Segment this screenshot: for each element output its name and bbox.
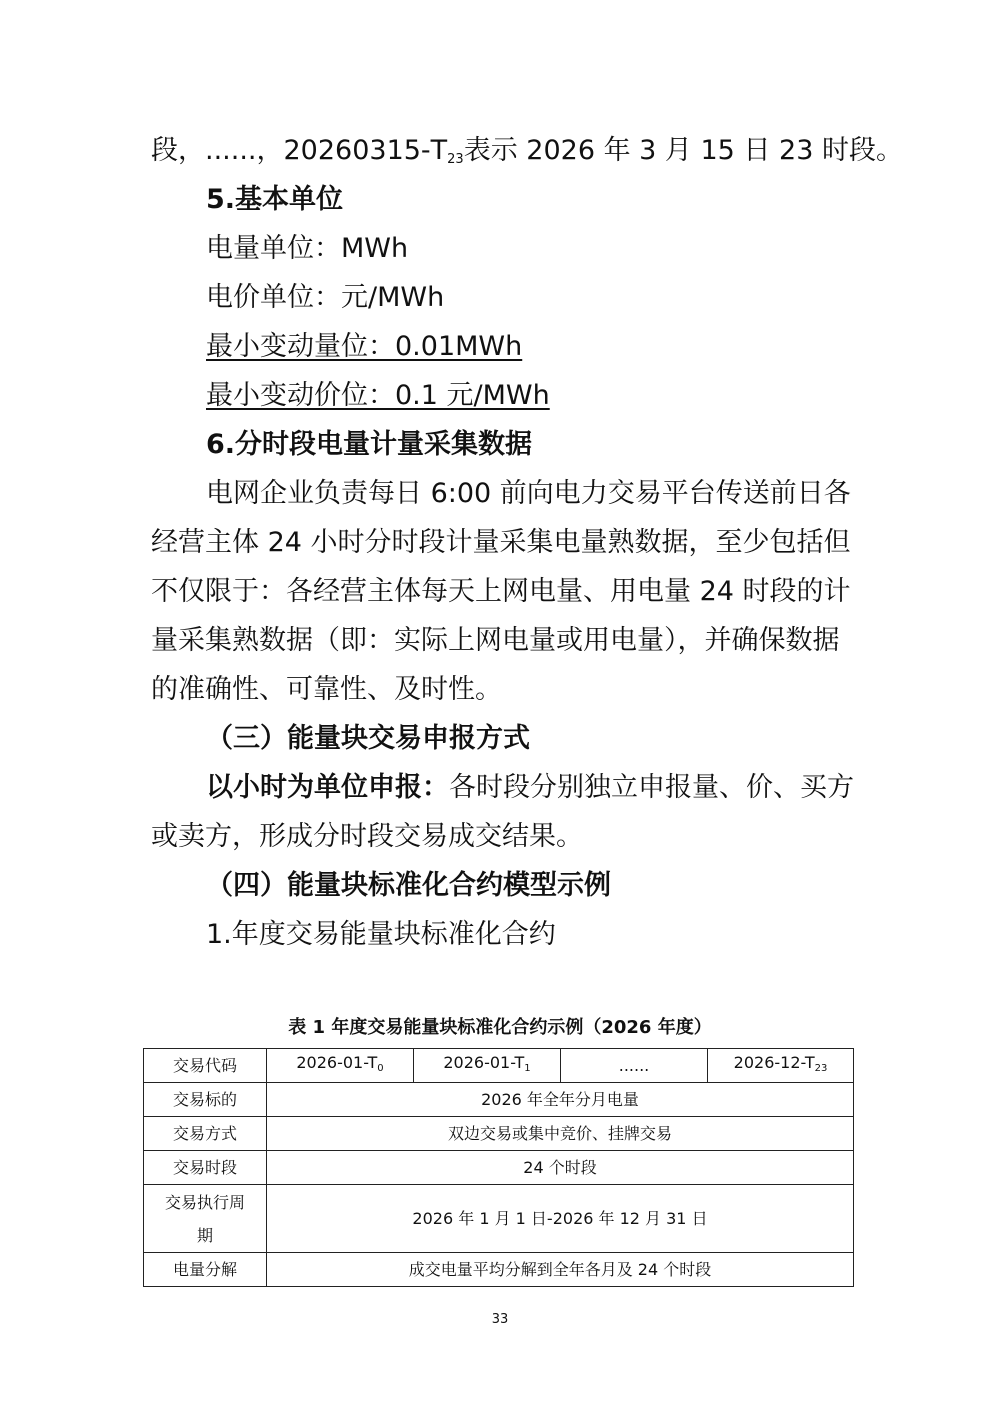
section-heading-metering-data: 6.分时段电量计量采集数据: [206, 429, 533, 460]
row-label: 电量分解: [144, 1253, 267, 1287]
paragraph-line: 电网企业负责每日 6:00 前向电力交易平台传送前日各: [206, 478, 851, 509]
row-label: 交易标的: [144, 1083, 267, 1117]
row-label: 交易时段: [144, 1151, 267, 1185]
table-cell: $2026-01-T_1$: [414, 1049, 561, 1083]
table-cell: 双边交易或集中竞价、挂牌交易: [267, 1117, 854, 1151]
paragraph-line: 或卖方，形成分时段交易成交结果。: [151, 821, 583, 852]
table-cell: $2026-01-T_0$: [267, 1049, 414, 1083]
paragraph-continuation: 段，......，$20260315-T_{23}$表示 2026 年 3 月 15 日 23 时段。: [151, 135, 903, 167]
table-row: [144, 1049, 854, 1083]
min-price-change-line: 最小变动价位：0.1 元/MWh: [206, 380, 550, 411]
table-row: [144, 1151, 854, 1185]
list-item-annual-contract: 1.年度交易能量块标准化合约: [206, 919, 556, 950]
paragraph-line: 的准确性、可靠性、及时性。: [151, 674, 502, 705]
section-heading-declaration-method: （三）能量块交易申报方式: [206, 723, 530, 754]
row-label: 交易执行周 期: [144, 1185, 267, 1253]
table-row: [144, 1253, 854, 1287]
paragraph-line: 量采集熟数据（即：实际上网电量或用电量），并确保数据: [151, 625, 840, 656]
table-cell: 24 个时段: [267, 1151, 854, 1185]
table-cell: 2026 年 1 月 1 日-2026 年 12 月 31 日: [267, 1185, 854, 1253]
section-heading-basic-units: 5.基本单位: [206, 184, 344, 215]
row-label: 交易代码: [144, 1049, 267, 1083]
unit-price-line: 电价单位：元/MWh: [206, 282, 445, 313]
page-number: 33: [491, 1312, 509, 1327]
table-row: [144, 1083, 854, 1117]
table-cell: 2026 年全年分月电量: [267, 1083, 854, 1117]
table-row: [144, 1185, 854, 1253]
paragraph-line: 以小时为单位申报：各时段分别独立申报量、价、买方: [206, 772, 854, 803]
contract-table: [143, 1048, 854, 1287]
section-heading-contract-example: （四）能量块标准化合约模型示例: [206, 870, 611, 901]
table-cell: 成交电量平均分解到全年各月及 24 个时段: [267, 1253, 854, 1287]
table-caption: 表 1 年度交易能量块标准化合约示例（2026 年度）: [288, 1017, 712, 1038]
table-cell: ......: [561, 1049, 708, 1083]
unit-energy-line: 电量单位：MWh: [206, 233, 409, 264]
min-energy-change-line: 最小变动量位：0.01MWh: [206, 331, 523, 362]
row-label: 交易方式: [144, 1117, 267, 1151]
emphasis-text: 以小时为单位申报：: [206, 772, 449, 803]
table-row: [144, 1117, 854, 1151]
paragraph-line: 不仅限于：各经营主体每天上网电量、用电量 24 时段的计: [151, 576, 851, 607]
table-cell: $2026-12-T_{23}$: [708, 1049, 854, 1083]
paragraph-line: 经营主体 24 小时分时段计量采集电量熟数据，至少包括但: [151, 527, 851, 558]
